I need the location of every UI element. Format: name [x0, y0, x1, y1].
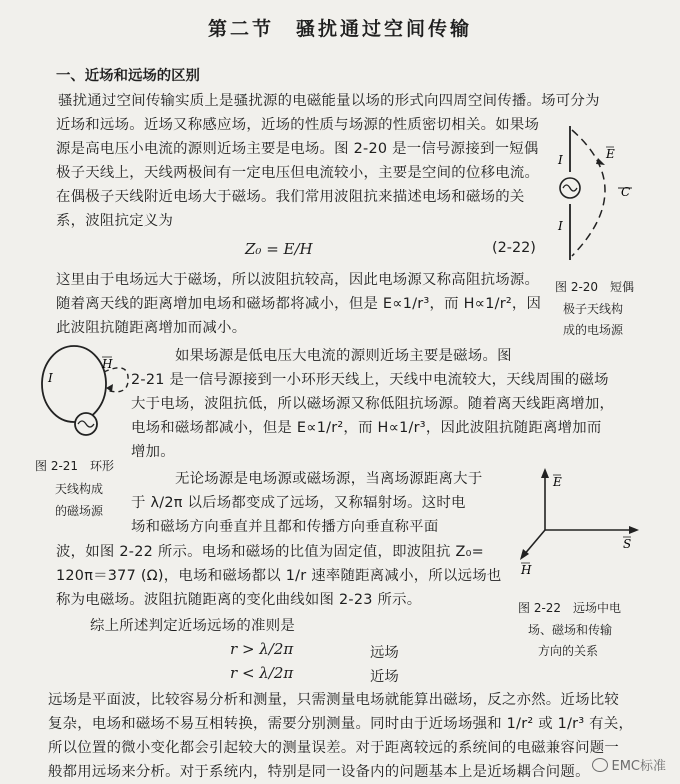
para3-line: 大于电场，波阻抗低，所以磁场源又称低阻抗场源。随着离天线距离增加，: [131, 396, 615, 412]
para5-line: 般都用远场来分析。对于系统内，特别是同一设备内的问题基本上是近场耦合问题。: [48, 764, 590, 780]
s-axis-label: S: [623, 537, 632, 551]
para4-line: 120π＝377 (Ω)，电场和磁场都以 1/r 速率随距离减小，所以远场也: [56, 568, 502, 584]
para4-line: 波，如图 2-22 所示。电场和磁场的比值为固定值，即波阻抗 Z₀=: [56, 544, 484, 560]
para4-line: 称为电磁场。波阻抗随距离的变化曲线如图 2-23 所示。: [56, 592, 422, 608]
loop-current-label: I: [48, 371, 53, 385]
dipole-current-label: I: [558, 153, 563, 167]
h-axis-label: H: [521, 563, 532, 577]
para1-line: 骚扰通过空间传输实质上是骚扰源的电磁能量以场的形式向四周空间传播。场可分为: [58, 93, 600, 109]
figure-2-20-caption: 成的电场源: [563, 323, 624, 337]
figure-2-22-diagram: [515, 464, 655, 584]
section-heading: 一、近场和远场的区别: [56, 68, 200, 84]
figure-2-21-caption: 的磁场源: [55, 504, 104, 518]
criteria-label: 远场: [370, 645, 399, 661]
para3-line: 增加。: [131, 444, 175, 460]
criteria-label: 近场: [370, 669, 399, 685]
h-field-label: H: [102, 357, 113, 371]
figure-2-22-caption: 方向的关系: [538, 644, 599, 658]
figure-2-20-diagram: [548, 118, 658, 268]
figure-2-21-caption: 图 2-21 环形: [35, 459, 115, 473]
figure-2-22-caption: 图 2-22 远场中电: [518, 601, 622, 615]
para1-line: 在偶极子天线附近电场大于磁场。我们常用波阻抗来描述电场和磁场的关: [56, 189, 525, 205]
criteria-expr: r > λ/2π: [230, 640, 294, 658]
equation-number: (2-22): [492, 240, 536, 256]
criteria-expr: r < λ/2π: [230, 664, 294, 682]
figure-2-21-diagram: [30, 340, 140, 445]
para5-line: 复杂，电场和磁场不易互相转换，需要分别测量。同时由于近场场强和 1/r² 或 1/r³ 有关，: [48, 716, 634, 732]
watermark: EMC标准: [592, 755, 666, 774]
para4-line: 无论场源是电场源或磁场源，当离场源距离大于: [175, 471, 483, 487]
para4-line: 于 λ/2π 以后场都变成了远场，又称辐射场。这时电: [131, 495, 466, 511]
capacitance-label: C: [621, 185, 631, 199]
para3-line: 电场和磁场都减小，但是 E∝1/r²，而 H∝1/r³，因此波阻抗随距离增加而: [131, 420, 602, 436]
para4-line: 场和磁场方向垂直并且都和传播方向垂直称平面: [131, 519, 439, 535]
para5-line: 远场是平面波，比较容易分析和测量，只需测量电场就能算出磁场，反之亦然。近场比较: [48, 692, 619, 708]
para3-line: 2-21 是一信号源接到一小环形天线上，天线中电流较大，天线周围的磁场: [131, 372, 609, 388]
page-title: 第二节 骚扰通过空间传输: [207, 18, 472, 40]
para2-line: 这里由于电场远大于磁场，所以波阻抗较高，因此电场源又称高阻抗场源。: [56, 272, 540, 288]
para1-line: 极子天线上，天线两极间有一定电压但电流较小，主要是空间的位移电流。: [56, 165, 540, 181]
e-axis-label: E: [553, 475, 562, 489]
criteria-intro: 综上所述判定近场远场的准则是: [90, 618, 295, 634]
e-field-label: E: [606, 147, 615, 161]
figure-2-22-caption: 场、磁场和传输: [528, 623, 613, 637]
para3-line: 如果场源是低电压大电流的源则近场主要是磁场。图: [175, 348, 512, 364]
para1-line: 源是高电压小电流的源则近场主要是电场。图 2-20 是一信号源接到一短偶: [56, 141, 539, 157]
equation: Z₀ = E/H: [245, 240, 313, 258]
figure-2-21-caption: 天线构成: [55, 482, 104, 496]
dipole-current-label: I: [558, 219, 563, 233]
para1-line: 系，波阻抗定义为: [56, 213, 174, 229]
figure-2-20-caption: 极子天线构: [563, 302, 624, 316]
para5-line: 所以位置的微小变化都会引起较大的测量误差。对于距离较远的系统间的电磁兼容问题一: [48, 740, 619, 756]
wechat-icon: [592, 758, 608, 772]
para1-line: 近场和远场。近场又称感应场，近场的性质与场源的性质密切相关。如果场: [56, 117, 540, 133]
figure-2-20-caption: 图 2-20 短偶: [555, 280, 635, 294]
para2-line: 随着离天线的距离增加电场和磁场都将减小，但是 E∝1/r³，而 H∝1/r²，因: [56, 296, 542, 312]
para2-line: 此波阻抗随距离增加而减小。: [56, 320, 247, 336]
